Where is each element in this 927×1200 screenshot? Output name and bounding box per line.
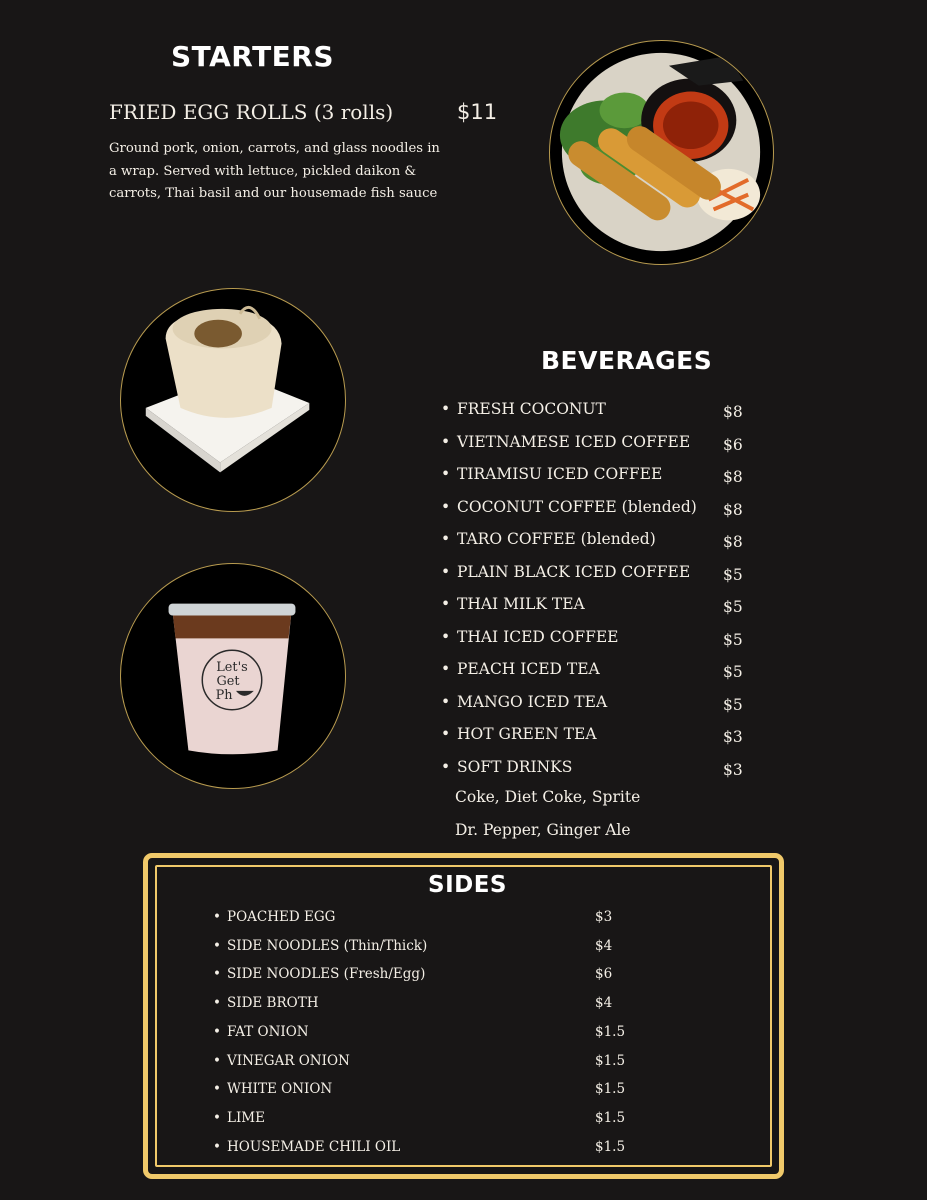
beverage-item xyxy=(441,400,751,426)
side-item xyxy=(213,1110,633,1132)
bullet: • xyxy=(213,1081,221,1098)
beverage-price: $8 xyxy=(723,500,743,519)
beverage-price: $8 xyxy=(723,468,743,486)
bullet: • xyxy=(441,400,451,418)
egg-rolls-illustration xyxy=(550,41,773,264)
cup-illustration xyxy=(121,564,345,788)
beverage-price: $6 xyxy=(723,435,743,454)
fresh-coconut-photo xyxy=(120,288,346,512)
bullet: • xyxy=(441,465,451,483)
sides-heading: SIDES xyxy=(428,872,507,898)
side-name: SIDE NOODLES (Fresh/Egg) xyxy=(227,966,426,983)
side-name: SIDE BROTH xyxy=(227,995,319,1012)
beverage-price: $5 xyxy=(723,630,743,649)
side-name: POACHED EGG xyxy=(227,909,336,925)
side-item xyxy=(213,1024,633,1046)
side-price: $6 xyxy=(595,966,613,983)
beverage-price: $5 xyxy=(723,565,743,584)
side-price: $4 xyxy=(595,937,613,954)
bullet: • xyxy=(441,725,451,743)
bullet: • xyxy=(441,627,451,646)
beverage-name: THAI MILK TEA xyxy=(457,595,585,613)
side-name: SIDE NOODLES (Thin/Thick) xyxy=(227,937,428,954)
beverage-price: $5 xyxy=(723,598,743,616)
side-item xyxy=(213,1053,633,1075)
beverage-price: $8 xyxy=(723,533,743,551)
bullet: • xyxy=(213,909,221,925)
soft-drinks-note: Dr. Pepper, Ginger Ale xyxy=(455,820,631,839)
iced-drink-cup-photo xyxy=(120,563,346,789)
side-item xyxy=(213,966,633,988)
cup-logo-line1: Let's xyxy=(216,660,248,676)
beverage-price: $3 xyxy=(723,760,743,779)
side-price: $4 xyxy=(595,995,613,1012)
beverage-name: VIETNAMESE ICED COFFEE xyxy=(457,432,691,451)
beverage-item xyxy=(441,660,751,686)
bullet: • xyxy=(441,595,451,613)
beverage-name: MANGO ICED TEA xyxy=(457,692,608,711)
beverage-name: COCONUT COFFEE (blended) xyxy=(457,497,697,516)
bullet: • xyxy=(213,966,221,983)
cup-logo-line3: Ph xyxy=(215,687,233,703)
beverage-item xyxy=(441,465,751,491)
beverage-item xyxy=(441,498,751,524)
bullet: • xyxy=(213,995,221,1012)
beverage-item xyxy=(441,758,751,784)
beverage-name: TIRAMISU ICED COFFEE xyxy=(457,465,663,483)
side-item xyxy=(213,995,633,1017)
bullet: • xyxy=(441,692,451,711)
egg-rolls-photo xyxy=(549,40,774,265)
beverage-name: THAI ICED COFFEE xyxy=(457,627,619,646)
side-item xyxy=(213,1139,633,1161)
side-price: $1.5 xyxy=(595,1109,626,1126)
side-name: FAT ONION xyxy=(227,1023,309,1040)
fried-egg-rolls-price: $11 xyxy=(457,100,498,124)
bullet: • xyxy=(441,432,451,451)
bullet: • xyxy=(441,530,451,548)
side-price: $1.5 xyxy=(595,1081,626,1098)
side-item xyxy=(213,909,633,931)
side-price: $1.5 xyxy=(595,1138,626,1155)
beverage-name: PEACH ICED TEA xyxy=(457,660,600,678)
side-item xyxy=(213,938,633,960)
beverage-name: PLAIN BLACK ICED COFFEE xyxy=(457,562,691,581)
side-name: LIME xyxy=(227,1109,265,1126)
beverage-item xyxy=(441,725,751,751)
beverage-item xyxy=(441,693,751,719)
coconut-illustration xyxy=(121,289,345,511)
bullet: • xyxy=(441,660,451,678)
beverage-name: HOT GREEN TEA xyxy=(457,725,597,743)
bullet: • xyxy=(213,1023,221,1040)
bullet: • xyxy=(213,1109,221,1126)
bullet: • xyxy=(441,757,451,776)
side-item xyxy=(213,1081,633,1103)
beverage-item xyxy=(441,595,751,621)
bullet: • xyxy=(213,937,221,954)
side-price: $1.5 xyxy=(595,1023,626,1040)
side-name: WHITE ONION xyxy=(227,1081,333,1098)
beverage-name: TARO COFFEE (blended) xyxy=(457,530,656,548)
beverage-price: $3 xyxy=(723,728,743,746)
starters-heading: STARTERS xyxy=(171,40,335,73)
side-price: $1.5 xyxy=(595,1052,626,1069)
cup-logo-line2: Get xyxy=(216,673,240,689)
beverage-name: SOFT DRINKS xyxy=(457,757,573,776)
beverage-item xyxy=(441,563,751,589)
beverage-item xyxy=(441,433,751,459)
side-price: $3 xyxy=(595,909,613,925)
beverages-heading: BEVERAGES xyxy=(541,346,713,375)
beverage-price: $5 xyxy=(723,695,743,714)
beverage-price: $8 xyxy=(723,403,743,421)
fried-egg-rolls-name: FRIED EGG ROLLS (3 rolls) xyxy=(109,100,394,124)
beverage-name: FRESH COCONUT xyxy=(457,400,606,418)
beverage-item xyxy=(441,530,751,556)
side-name: VINEGAR ONION xyxy=(227,1052,350,1069)
soft-drinks-note: Coke, Diet Coke, Sprite xyxy=(455,788,641,806)
side-name: HOUSEMADE CHILI OIL xyxy=(227,1138,401,1155)
beverage-item xyxy=(441,628,751,654)
bullet: • xyxy=(441,497,451,516)
bullet: • xyxy=(213,1138,221,1155)
beverage-price: $5 xyxy=(723,663,743,681)
fried-egg-rolls-description: Ground pork, onion, carrots, and glass noodles in a wrap. Served with lettuce, pickled daikon & carrots, Thai basil and our housemade fish sauce xyxy=(109,141,440,201)
bullet: • xyxy=(441,562,451,581)
bullet: • xyxy=(213,1052,221,1069)
